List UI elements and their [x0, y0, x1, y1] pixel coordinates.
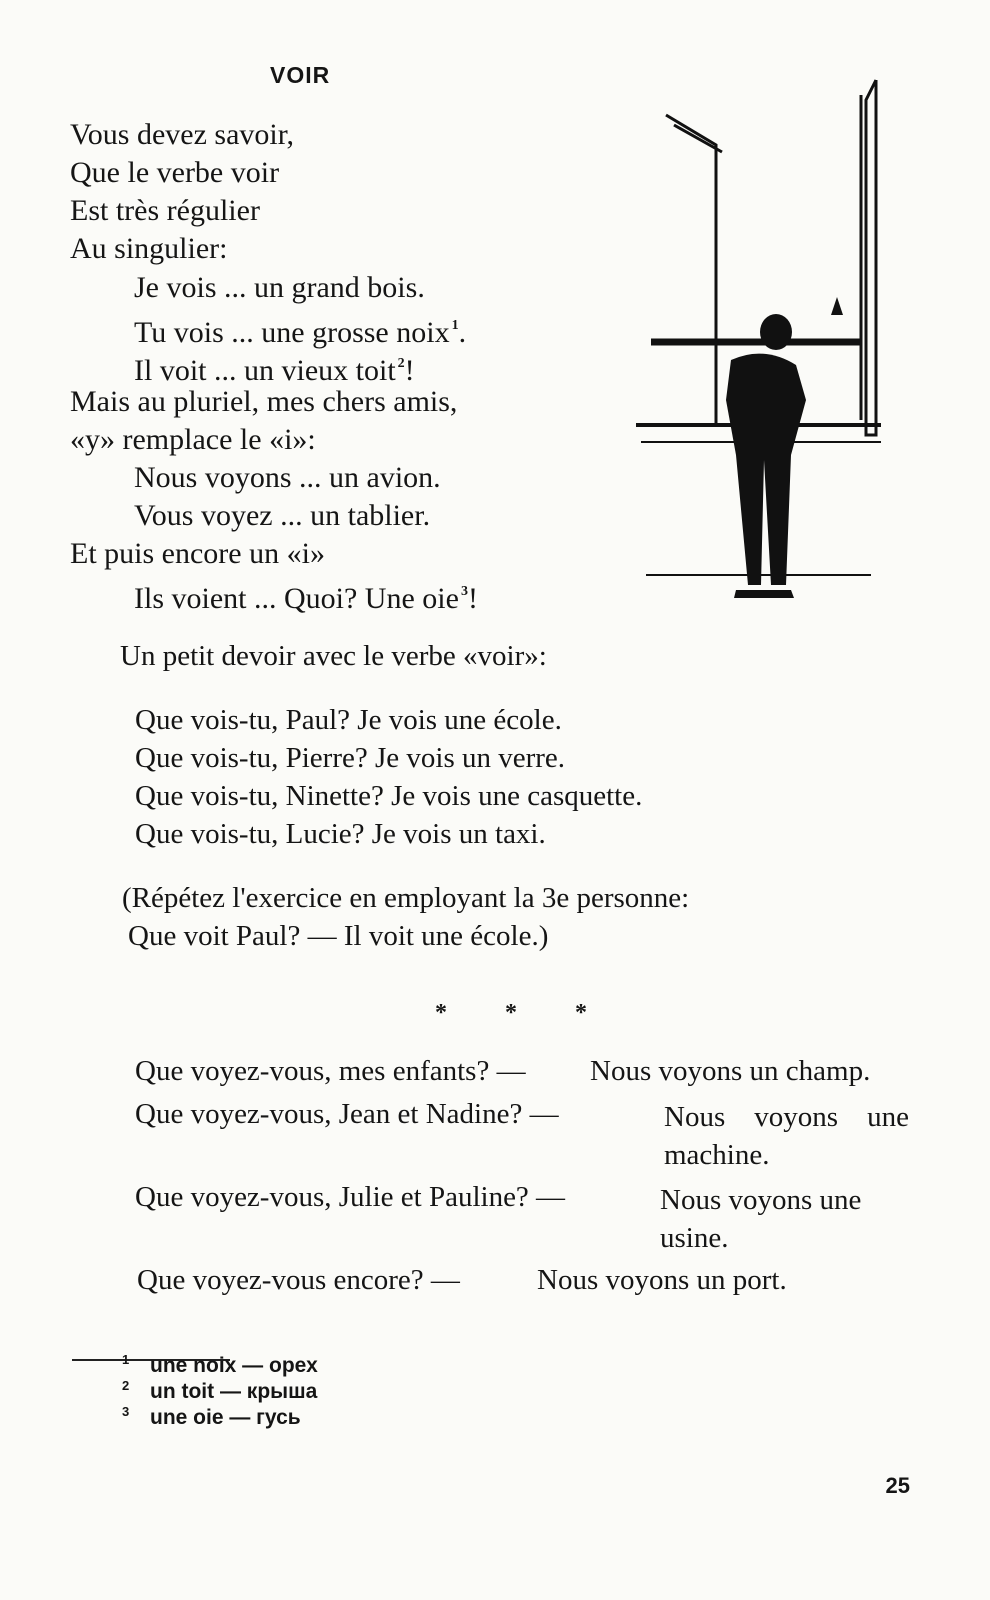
footnote-number: 1: [122, 1352, 130, 1367]
page-title: VOIR: [270, 62, 331, 88]
qa-answer: Nous voyons une usine.: [660, 1184, 862, 1254]
qa-question: Que voyez-vous, mes enfants? —: [135, 1055, 526, 1087]
qa-question: Que voyez-vous, Julie et Pauline? —: [135, 1181, 566, 1213]
poem-line: «y» remplace le «i»:: [70, 423, 316, 456]
footnote-mark: 1: [451, 318, 459, 333]
poem-line-text: Ils voient ... Quoi? Une oie: [134, 582, 459, 615]
poem-line-with-footnote: Tu vois ... une grosse noix $^1$.: [134, 316, 467, 349]
poem-line: Est très régulier: [70, 194, 260, 227]
exercise-line: Que vois-tu, Pierre? Je vois un verre.: [135, 742, 566, 774]
qa-answer: Nous voyons un port.: [537, 1264, 787, 1296]
poem-line: Je vois ... un grand bois.: [134, 271, 425, 304]
footnote-text: une noix — орех: [150, 1354, 318, 1377]
repeat-example: Que voit Paul? — Il voit une école.): [128, 920, 549, 952]
footnote-text: un toit — крыша: [150, 1380, 318, 1403]
exercise-line: Que vois-tu, Lucie? Je vois un taxi.: [135, 818, 546, 850]
footnote: [122, 1404, 301, 1430]
poem-line: Au singulier:: [70, 232, 228, 265]
poem-line-with-footnote: Ils voient ... Quoi? Une oie $^3$!: [134, 582, 478, 615]
qa-answer: Nous voyons un champ.: [590, 1055, 871, 1087]
poem-line: Que le verbe voir: [70, 156, 280, 189]
poem-line-text: Tu vois ... une grosse noix: [134, 316, 450, 349]
exercise-line: Que vois-tu, Ninette? Je vois une casquette.: [135, 780, 643, 812]
qa-answer: Nous voyons une machine.: [664, 1101, 909, 1171]
footnote-number: 3: [122, 1404, 130, 1419]
poem-line-with-footnote: Il voit ... un vieux toit $^2$!: [134, 354, 415, 387]
footnote-mark: 2: [397, 356, 405, 371]
poem-line: Vous voyez ... un tablier.: [134, 499, 431, 532]
exercise-line: Que vois-tu, Paul? Je vois une école.: [135, 704, 562, 736]
poem-line: Mais au pluriel, mes chers amis,: [70, 385, 458, 418]
footnote-mark: 3: [460, 584, 468, 599]
qa-question: Que voyez-vous encore? —: [137, 1264, 460, 1296]
qa-question: Que voyez-vous, Jean et Nadine? —: [135, 1098, 559, 1130]
repeat-instruction: (Répétez l'exercice en employant la 3e personne:: [122, 882, 690, 914]
poem-line-text: Il voit ... un vieux toit: [134, 354, 396, 387]
poem-line: Nous voyons ... un avion.: [134, 461, 441, 494]
footnote-text: une oie — гусь: [150, 1406, 301, 1429]
boy-at-window-illustration: [636, 70, 886, 610]
poem-line: Vous devez savoir,: [70, 118, 295, 151]
footnote: [122, 1378, 317, 1404]
section-separator: * * *: [435, 1000, 613, 1026]
page-number: 25: [885, 1473, 910, 1498]
devoir-intro: Un petit devoir avec le verbe «voir»:: [120, 640, 547, 672]
footnote-number: 2: [122, 1378, 130, 1393]
footnote: [122, 1352, 318, 1378]
poem-line: Et puis encore un «i»: [70, 537, 325, 570]
